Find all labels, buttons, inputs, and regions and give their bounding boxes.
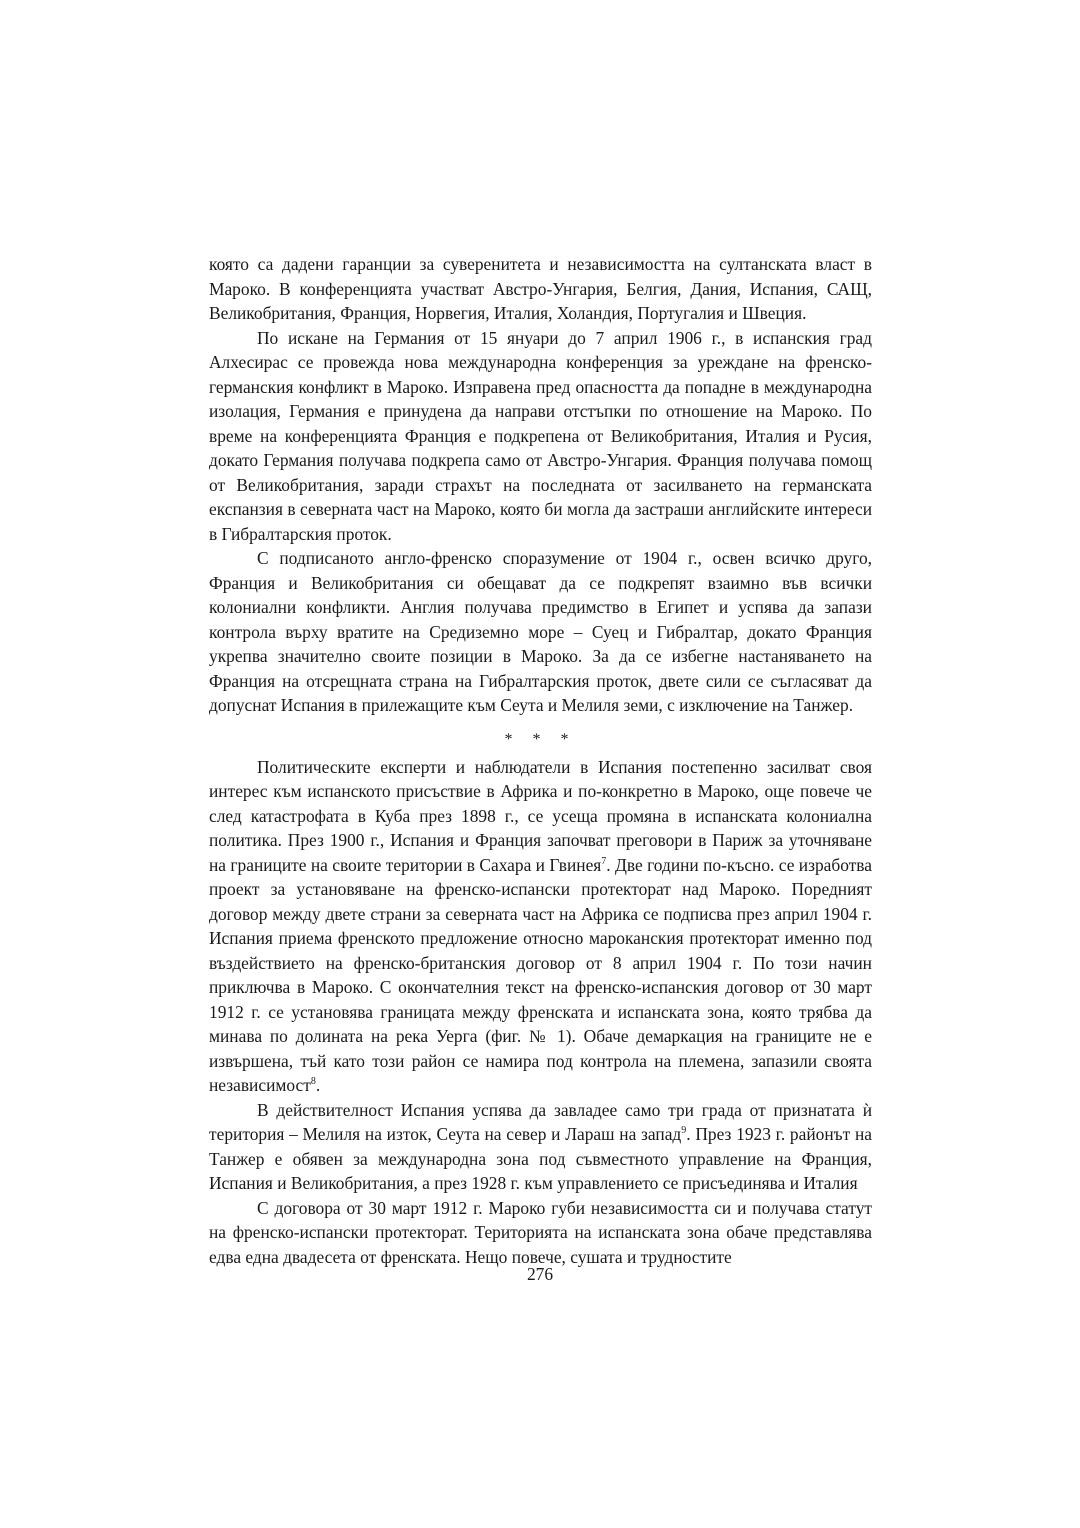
footnote-ref-7[interactable]: 7 — [601, 855, 607, 867]
paragraph-4-text-a: Политическите експерти и наблюдатели в Испания постепенно засилват своя интерес към испанското присъствие в Африка и по-конкретно в Мароко, още повече че след катастрофата в Куба през 1898 г., се усеща промяна в испанската колониална политика. През 1900 г., Испания и Франция започват преговори в Париж за уточняване на границите на своите територии в Сахара и Гвинея — [209, 756, 872, 875]
paragraph-4 — [209, 755, 872, 1098]
paragraph-5-text-a: В действителност Испания успява да завладее само три града от признатата ѝ територия – Мелиля на изток, Сеута на север и Лараш на запад — [209, 1099, 872, 1144]
paragraph-6: С договора от 30 март 1912 г. Мароко губи независимостта си и получава статут на френско-испански протекторат. Територията на испанската зона обаче представлява едва една двадесета от френската. Нещо повече, сушата и трудностите — [209, 1197, 872, 1267]
section-separator: * * * — [504, 730, 577, 748]
paragraph-4-text-c: . — [315, 1075, 321, 1095]
paragraph-2: По искане на Германия от 15 януари до 7 април 1906 г., в испанския град Алхесирас се провежда нова международна конференция за уреждане на френско-германския конфликт в Мароко. Изправена пред опасността да попадне в международна изолация, Германия е принудена да направи отстъпки по отношение на Мароко. По време на конференцията Франция е подкрепена от Великобритания, Италия и Русия, докато Германия получава подкрепа само от Австро-Унгария. Франция получава помощ от Великобритания, заради страхът на последната от засилването на германската експанзия в северната част на Мароко, която би могла да застраши английските интереси в Гибралтарския проток. — [209, 327, 872, 544]
paragraph-5 — [209, 1098, 872, 1196]
paragraph-5-text-b: . През 1923 г. районът на Танжер е обявен за международна зона под съвместното управление на Франция, Испания и Великобритания, а през 1928 г. към управлението се присъединява и Италия — [209, 1124, 873, 1193]
footnote-ref-9[interactable]: 9 — [681, 1125, 687, 1137]
paragraph-1: която са дадени гаранции за суверенитета и независимостта на султанската власт в Мароко. В конференцията участват Австро-Унгария, Белгия, Дания, Испания, САЩ, Великобритания, Франция, Норвегия, Италия, Холандия, Португалия и Швеция. — [209, 254, 872, 323]
paragraph-4-text-b: . Две години по-късно. се изработва проект за установяване на френско-испански протекторат над Мароко. Поредният договор между двете страни за северната част на Африка се подписва през април 1904 г. Испания приема френското предложение относно мароканския протекторат именно под въздействието на френско-британския договор от 8 април 1904 г. По този начин приключва в Мароко. С окончателния текст на френско-испанския договор от 30 март 1912 г. се установява границата между френската и испанската зона, която трябва да минава по долината на река Уерга (фиг. № 1). Обаче демаркация на границите не е извършена, тъй като този район се намира под контрола на племена, запазили своята независимост — [209, 854, 872, 1095]
page-body — [209, 252, 872, 1269]
paragraph-3: С подписаното англо-френско споразумение от 1904 г., освен всичко друго, Франция и Великобритания си обещават да се подкрепят взаимно във всички колониални конфликти. Англия получава предимство в Египет и успява да запази контрола върху вратите на Средиземно море – Суец и Гибралтар, докато Франция укрепва значително своите позиции в Мароко. За да се избегне настаняването на Франция на отсрещната страна на Гибралтарския проток, двете сили се съгласяват да допуснат Испания в прилежащите към Сеута и Мелиля земи, с изключение на Танжер. — [209, 548, 872, 715]
page-number: 276 — [526, 1264, 554, 1284]
footnote-ref-8[interactable]: 8 — [310, 1076, 316, 1088]
